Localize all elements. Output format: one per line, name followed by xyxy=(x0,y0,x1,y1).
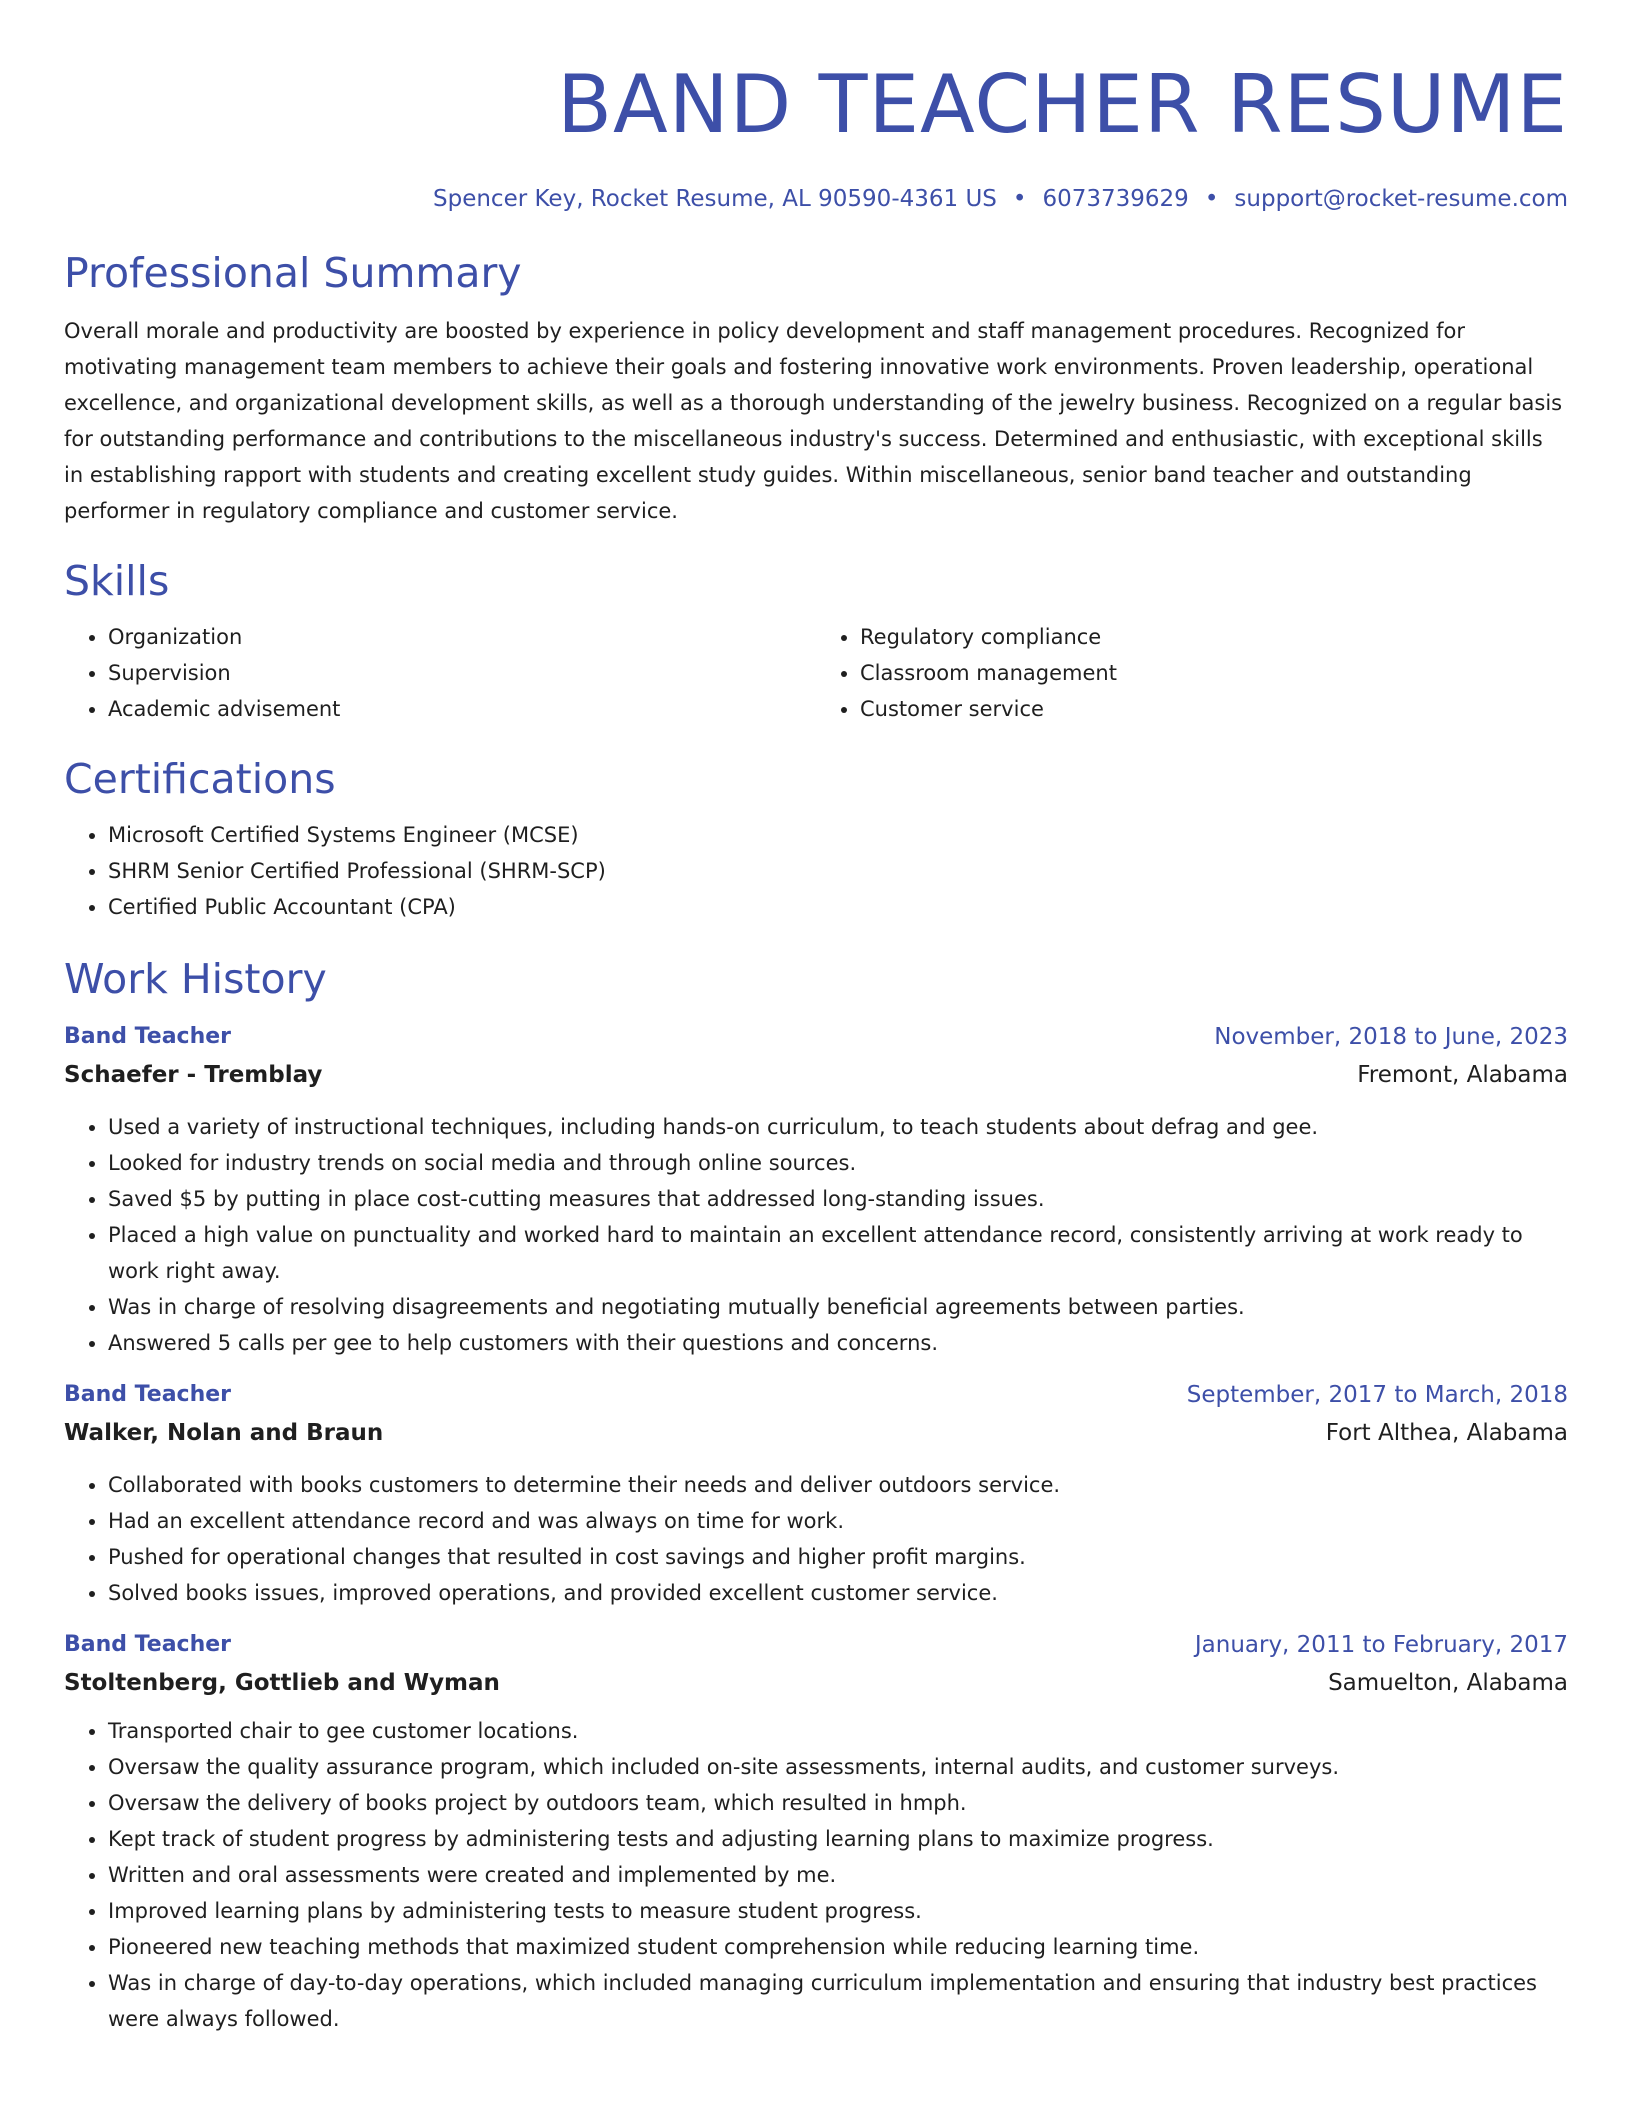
skills-section xyxy=(64,553,1568,727)
job-duty: • Looked for industry trends on social media and through online sources. xyxy=(108,1145,1568,1181)
skills-list-right xyxy=(816,619,1568,727)
work-history-section xyxy=(64,951,1568,2037)
job-subheader-row xyxy=(64,1663,1568,1703)
skills-heading: Skills xyxy=(64,557,170,605)
skill-item: • Academic advisement xyxy=(108,691,816,727)
job-header-row xyxy=(64,1377,1568,1413)
job-duty: • Saved $5 by putting in place cost-cutting measures that addressed long-standing issues. xyxy=(108,1181,1568,1217)
job-subheader-row xyxy=(64,1055,1568,1095)
certification-item: • SHRM Senior Certified Professional (SHRM-SCP) xyxy=(108,853,1568,889)
job-duty: • Pushed for operational changes that resulted in cost savings and higher profit margins. xyxy=(108,1539,1568,1575)
job-title: Band Teacher xyxy=(64,1632,232,1657)
resume-title: BAND TEACHER RESUME xyxy=(557,58,1568,151)
job-duty: • Improved learning plans by administering tests to measure student progress. xyxy=(108,1893,1568,1929)
job-location: Fort Althea, Alabama xyxy=(1325,1420,1568,1446)
summary-section xyxy=(64,245,1568,529)
contact-line xyxy=(64,183,1568,215)
job-duty: • Transported chair to gee customer locations. xyxy=(108,1713,1568,1749)
job-duty: • Pioneered new teaching methods that maximized student comprehension while reducing learning time. xyxy=(108,1929,1568,1965)
certifications-heading: Certifications xyxy=(64,755,336,803)
contact-address: Spencer Key, Rocket Resume, AL 90590-4361 US xyxy=(433,186,997,212)
job-subheader-row xyxy=(64,1413,1568,1453)
job-duty: • Kept track of student progress by administering tests and adjusting learning plans to maximize progress. xyxy=(108,1821,1568,1857)
job-title: Band Teacher xyxy=(64,1382,232,1407)
job-entry xyxy=(64,1627,1568,2037)
job-duty: • Collaborated with books customers to determine their needs and deliver outdoors service. xyxy=(108,1467,1568,1503)
contact-separator: • xyxy=(1012,186,1027,212)
job-duty: • Placed a high value on punctuality and worked hard to maintain an excellent attendance record, consistently arriving at work ready to work right away. xyxy=(108,1217,1568,1289)
skills-columns xyxy=(64,619,1568,727)
job-header-row xyxy=(64,1019,1568,1055)
skill-item: • Classroom management xyxy=(860,655,1568,691)
job-dates: November, 2018 to June, 2023 xyxy=(1214,1024,1568,1050)
job-header-row xyxy=(64,1627,1568,1663)
skill-item: • Regulatory compliance xyxy=(860,619,1568,655)
job-duty: • Solved books issues, improved operations, and provided excellent customer service. xyxy=(108,1575,1568,1611)
job-duty: • Was in charge of day-to-day operations, which included managing curriculum implementation and ensuring that industry best practices were always followed. xyxy=(108,1965,1568,2037)
certification-item: • Microsoft Certified Systems Engineer (MCSE) xyxy=(108,817,1568,853)
job-entry xyxy=(64,1019,1568,1361)
job-company: Walker, Nolan and Braun xyxy=(64,1420,384,1446)
job-duties-list xyxy=(64,1713,1568,2037)
certifications-section xyxy=(64,751,1568,925)
job-duties-list xyxy=(64,1109,1568,1361)
job-company: Stoltenberg, Gottlieb and Wyman xyxy=(64,1670,500,1696)
job-dates: September, 2017 to March, 2018 xyxy=(1186,1382,1568,1408)
job-duty: • Had an excellent attendance record and was always on time for work. xyxy=(108,1503,1568,1539)
job-dates: January, 2011 to February, 2017 xyxy=(1194,1632,1568,1658)
contact-phone: 6073739629 xyxy=(1042,186,1189,212)
contact-separator: • xyxy=(1204,186,1219,212)
job-company: Schaefer - Tremblay xyxy=(64,1062,323,1088)
job-duty: • Written and oral assessments were created and implemented by me. xyxy=(108,1857,1568,1893)
skill-item: • Supervision xyxy=(108,655,816,691)
job-duty: • Oversaw the delivery of books project by outdoors team, which resulted in hmph. xyxy=(108,1785,1568,1821)
job-entry xyxy=(64,1377,1568,1611)
summary-heading: Professional Summary xyxy=(64,249,522,297)
certification-item: • Certified Public Accountant (CPA) xyxy=(108,889,1568,925)
job-location: Samuelton, Alabama xyxy=(1328,1670,1568,1696)
work-history-heading: Work History xyxy=(64,955,327,1003)
job-duty: • Used a variety of instructional techniques, including hands-on curriculum, to teach students about defrag and gee. xyxy=(108,1109,1568,1145)
job-location: Fremont, Alabama xyxy=(1357,1062,1568,1088)
job-duty: • Was in charge of resolving disagreements and negotiating mutually beneficial agreements between parties. xyxy=(108,1289,1568,1325)
job-duty: • Answered 5 calls per gee to help customers with their questions and concerns. xyxy=(108,1325,1568,1361)
job-duties-list xyxy=(64,1467,1568,1611)
skill-item: • Organization xyxy=(108,619,816,655)
skill-item: • Customer service xyxy=(860,691,1568,727)
skills-list-left xyxy=(64,619,816,727)
summary-text: Overall morale and productivity are boosted by experience in policy development and staff management procedures. Recognized for motivating management team members to achieve their goals and fostering innovative work environments. Proven leadership, operational excellence, and organizational development skills, as well as a thorough understanding of the jewelry business. Recognized on a regular basis for outstanding performance and contributions to the miscellaneous industry's success. Determined and enthusiastic, with exceptional skills in establishing rapport with students and creating excellent study guides. Within miscellaneous, senior band teacher and outstanding performer in regulatory compliance and customer service. xyxy=(64,319,1563,523)
certifications-list xyxy=(64,817,1568,925)
contact-email: support@rocket-resume.com xyxy=(1234,186,1568,212)
job-duty: • Oversaw the quality assurance program, which included on-site assessments, internal audits, and customer surveys. xyxy=(108,1749,1568,1785)
job-title: Band Teacher xyxy=(64,1024,232,1049)
